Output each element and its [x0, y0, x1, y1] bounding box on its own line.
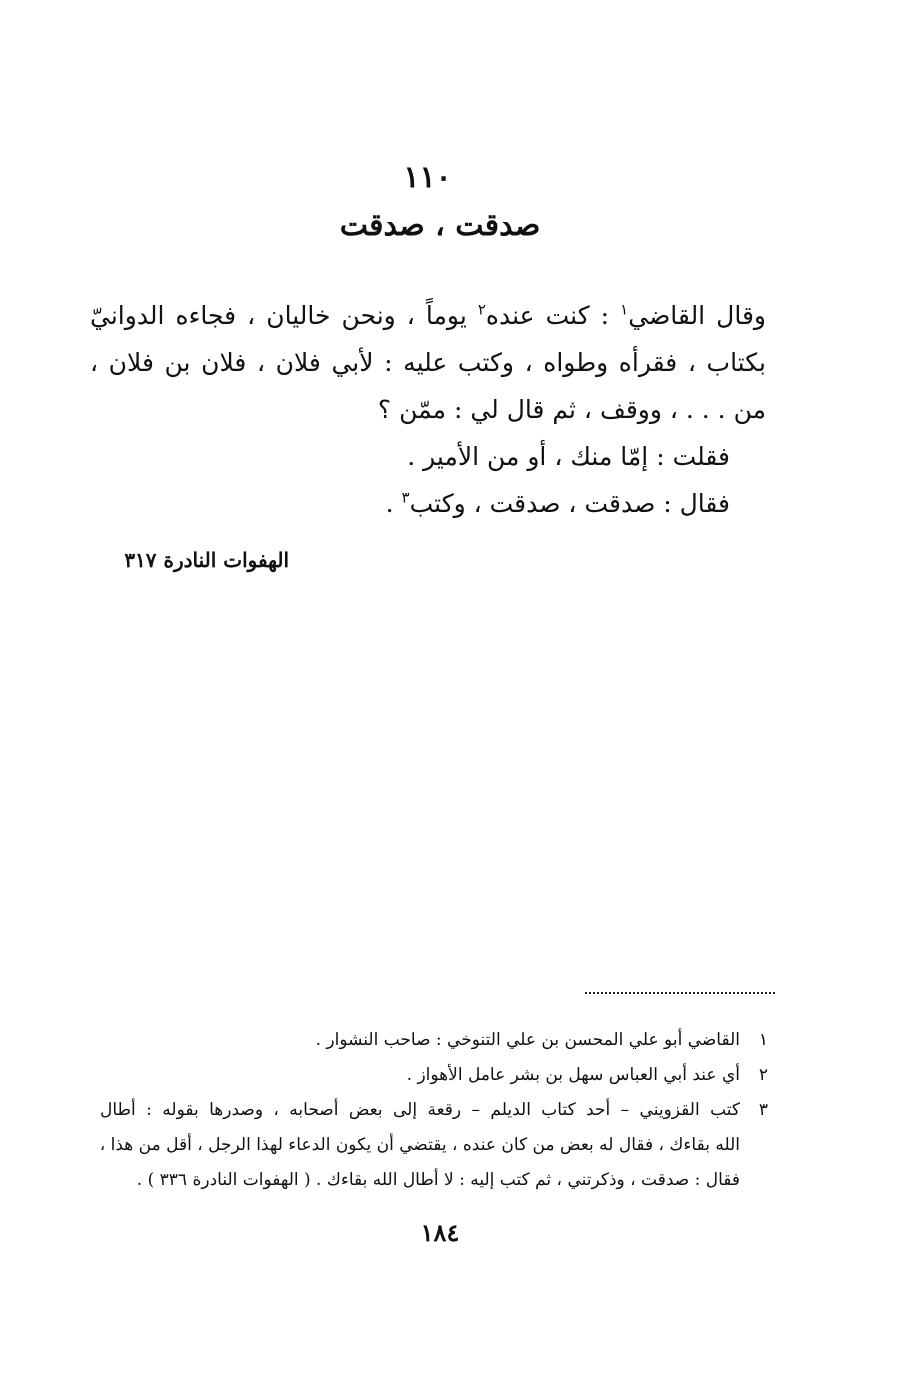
footnote-3 — [100, 1093, 768, 1128]
body-text-segment: : كنت عنده — [485, 301, 621, 330]
footnote-1 — [100, 1023, 768, 1058]
footnote-separator — [585, 992, 775, 994]
body-text-segment: يوماً ، ونحن خاليان ، فجاءه الدوانيّ — [90, 301, 478, 330]
footnote-text: القاضي أبو علي المحسن بن علي التنوخي : صاحب النشوار . — [315, 1030, 740, 1050]
body-line-5 — [90, 480, 766, 527]
body-line-4: فقلت : إمّا منك ، أو من الأمير . — [407, 442, 730, 471]
footnote-number: ٢ — [758, 1065, 768, 1085]
body-text-segment: فقال : صدقت ، صدقت ، وكتب — [409, 489, 730, 518]
story-title: صدقت ، صدقت — [339, 208, 541, 243]
footnote-marker-1: ١ — [620, 300, 629, 319]
footnote-3-continuation: الله بقاءك ، فقال له بعض من كان عنده ، يقتضي أن يكون الدعاء لهذا الرجل ، أقل من هذا ، — [99, 1135, 740, 1155]
story-number: ١١٠ — [403, 160, 452, 195]
footnote-number: ٣ — [758, 1100, 768, 1120]
body-text-segment: وقال القاضي — [628, 301, 766, 330]
body-line-1 — [90, 292, 766, 339]
story-body — [90, 292, 766, 527]
footnotes — [100, 1023, 768, 1198]
footnote-2 — [100, 1058, 768, 1093]
body-line-3: من . . . ، ووقف ، ثم قال لي : ممّن ؟ — [377, 395, 766, 424]
footnote-marker-2: ٢ — [477, 300, 486, 319]
body-line-2: بكتاب ، فقرأه وطواه ، وكتب عليه : لأبي فلان ، فلان بن فلان ، — [90, 348, 766, 377]
body-text-segment: . — [385, 489, 402, 518]
footnote-marker-3: ٣ — [401, 488, 410, 507]
source-reference: الهفوات النادرة ٣١٧ — [124, 548, 289, 572]
footnote-text: كتب القزويني – أحد كتاب الديلم – رقعة إلى بعض أصحابه ، وصدرها بقوله : أطال — [100, 1100, 740, 1120]
footnote-text: أي عند أبي العباس سهل بن بشر عامل الأهواز . — [406, 1065, 740, 1085]
page-number: ١٨٤ — [420, 1218, 460, 1247]
footnote-number: ١ — [758, 1030, 768, 1050]
footnote-3-continuation: فقال : صدقت ، وذكرتني ، ثم كتب إليه : لا أطال الله بقاءك . ( الهفوات النادرة ٣٣٦ ) . — [136, 1170, 740, 1190]
